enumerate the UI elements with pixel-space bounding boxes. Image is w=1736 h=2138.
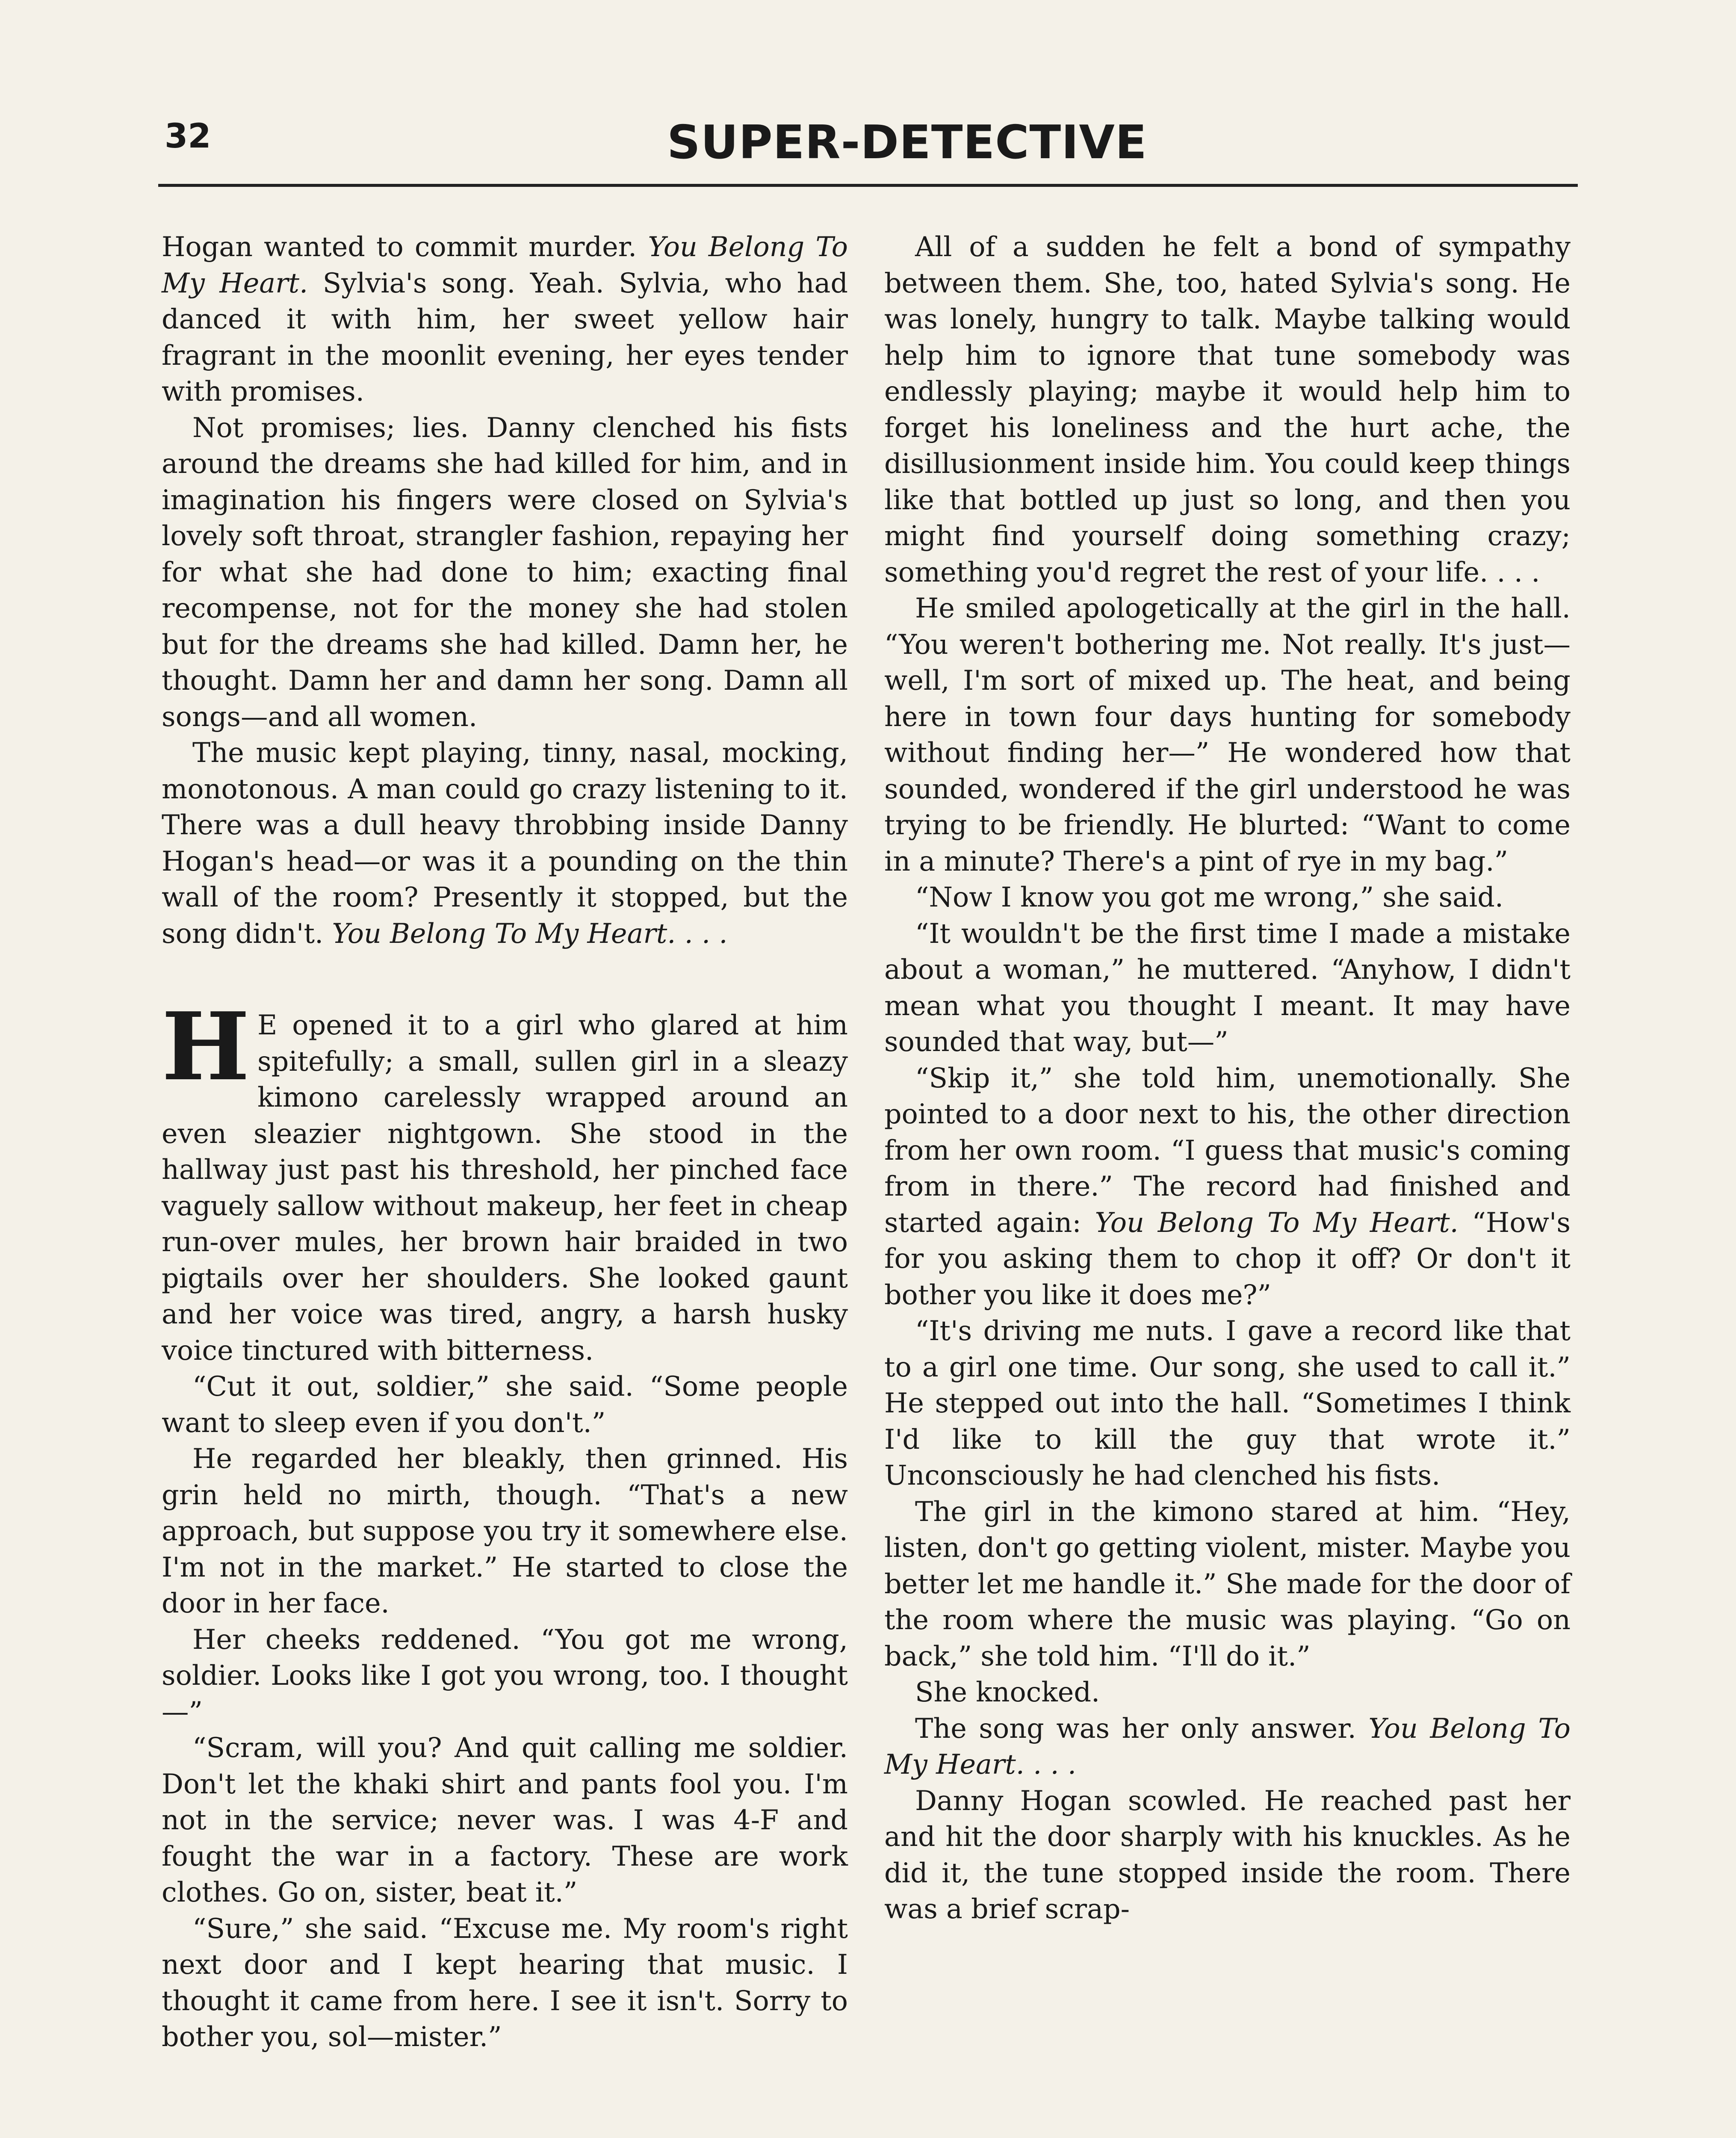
magazine-title: SUPER-DETECTIVE (667, 116, 1147, 169)
song-title: You Belong To My Heart. (1095, 1206, 1458, 1238)
left-column (162, 229, 848, 2055)
paragraph: He regarded her bleakly, then grinned. His grin held no mirth, though. “That's a new approach, but suppose you try it somewhere else. I'm not in the market.” He started to close the door in her face. (162, 1443, 848, 1619)
paragraph: “Cut it out, soldier,” she said. “Some people want to sleep even if you don't.” (162, 1370, 848, 1438)
paragraph: “Now I know you got me wrong,” she said. (915, 881, 1504, 913)
song-title: You Belong To My Heart. . . . (332, 917, 728, 949)
paragraph (162, 229, 848, 410)
paragraph (884, 1710, 1571, 1783)
paragraph: She knocked. (915, 1676, 1100, 1708)
paragraph: “It wouldn't be the first time I made a mistake about a woman,” he muttered. “Anyhow, I didn't mean what you thought I meant. It may have sounded that way, but—” (884, 917, 1571, 1057)
paragraph: Her cheeks reddened. “You got me wrong, soldier. Looks like I got you wrong, too. I thought—” (162, 1623, 848, 1728)
paragraph: He smiled apologetically at the girl in the hall. “You weren't bothering me. Not really. It's just—well, I'm sort of mixed up. The heat, and being here in town four days hunting for somebody without finding her—” He wondered how that sounded, wondered if the girl understood he was trying to be friendly. He blurted: “Want to come in a minute? There's a pint of rye in my bag.” (884, 592, 1571, 877)
header-rule (158, 184, 1578, 187)
paragraph: Not promises; lies. Danny clenched his fists around the dreams she had killed for him, and in imagination his fingers were closed on Sylvia's lovely soft throat, strangler fashion, repaying her for what she had done to him; exacting final recompense, not for the money she had stolen but for the dreams she had killed. Damn her, he thought. Damn her and damn her song. Damn all songs—and all women. (162, 411, 848, 732)
right-column (884, 229, 1571, 1927)
text-run: Hogan wanted to commit murder. (162, 231, 648, 263)
text-run: Sylvia's song. Yeah. Sylvia, who had danced it with him, her sweet yellow hair fragrant in the moonlit evening, her eyes tender with promises. (162, 267, 848, 407)
paragraph: “Sure,” she said. “Excuse me. My room's right next door and I kept hearing that music. I thought it came from here. I see it isn't. Sorry to bother you, sol—mister.” (162, 1912, 848, 2052)
paragraph: All of a sudden he felt a bond of sympathy between them. She, too, hated Sylvia's song. He was lonely, hungry to talk. Maybe talking would help him to ignore that tune somebody was endlessly playing; maybe it would help him to forget his loneliness and the hurt ache, the disillusionment inside him. You could keep things like that bottled up just so long, and then you might find yourself doing something crazy; something you'd regret the rest of your life. . . . (884, 231, 1571, 588)
paragraph: “It's driving me nuts. I gave a record like that to a girl one time. Our song, she used to call it.” He stepped out into the hall. “Sometimes I think I'd like to kill the guy that wrote it.” Unconsciously he had clenched his fists. (884, 1315, 1571, 1491)
text-run: “How's for you asking them to chop it off? Or don't it bother you like it does me?” (884, 1206, 1571, 1311)
page-number: 32 (165, 117, 211, 156)
text-run: The music kept playing, tinny, nasal, mocking, monotonous. A man could go crazy listening to it. There was a dull heavy throbbing inside Danny Hogan's head—or was it a pounding on the thin wall of the room? Presently it stopped, but the song didn't. (162, 737, 848, 949)
text-run: “Skip it,” she told him, unemotionally. She pointed to a door next to his, the other direction from her own room. “I guess that music's coming from in there.” The record had finished and started again: (884, 1062, 1571, 1238)
drop-cap: H (162, 992, 250, 1101)
paragraph (884, 1060, 1571, 1313)
song-title: You Belong To My Heart. (162, 231, 848, 299)
paragraph (162, 992, 848, 1368)
paragraph: The girl in the kimono stared at him. “Hey, listen, don't go getting violent, mister. Maybe you better let me handle it.” She made for the door of the room where the music was playing. “Go on back,” she told him. “I'll do it.” (884, 1495, 1571, 1672)
paragraph: Danny Hogan scowled. He reached past her and hit the door sharply with his knuckles. As he did it, the tune stopped inside the room. There was a brief scrap- (884, 1784, 1571, 1925)
text-run: The song was her only answer. (915, 1712, 1369, 1744)
paragraph: “Scram, will you? And quit calling me soldier. Don't let the khaki shirt and pants fool you. I'm not in the service; never was. I was 4-F and fought the war in a factory. These are work clothes. Go on, sister, beat it.” (162, 1732, 848, 1908)
text-run: E opened it to a girl who glared at him spitefully; a small, sullen girl in a sleazy kimono carelessly wrapped around an even sleazier nightgown. She stood in the hallway just past his threshold, her pinched face vaguely sallow without makeup, her feet in cheap run-over mules, her brown hair braided in two pigtails over her shoulders. She looked gaunt and her voice was tired, angry, a harsh husky voice tinctured with bitterness. (162, 1009, 848, 1366)
song-title: You Belong To My Heart. . . . (884, 1712, 1571, 1780)
paragraph (162, 735, 848, 951)
